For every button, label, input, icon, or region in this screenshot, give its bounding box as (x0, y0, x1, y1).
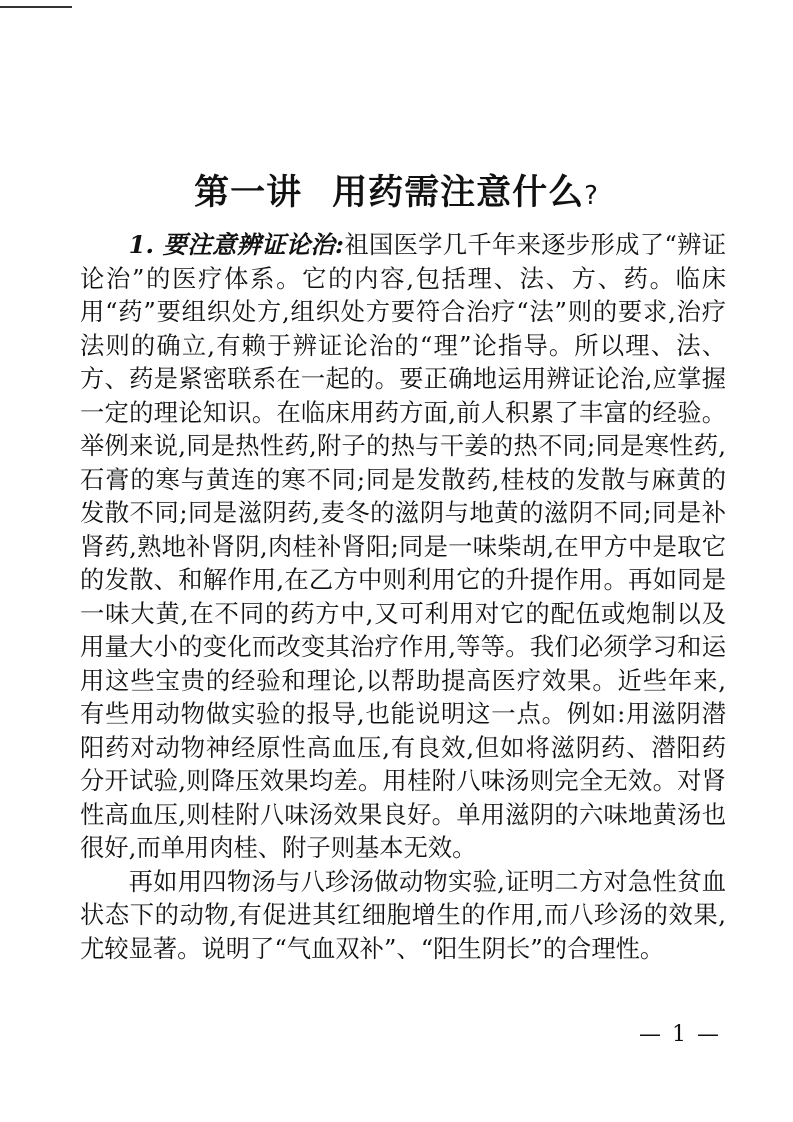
page-number: — 1 — (639, 1022, 721, 1047)
section-1-paragraph (80, 228, 726, 865)
section-1-text: 祖国医学几千年来逐步形成了“辨证论治”的医疗体系。它的内容,包括理、法、方、药。临床用“药”要组织处方,组织处方要符合治疗“法”则的要求,治疗法则的确立,有赖于辨证论治的“理”论指导。所以理、法、方、药是紧密联系在一起的。要正确地运用辨证论治,应掌握一定的理论知识。在临床用药方面,前人积累了丰富的经验。举例来说,同是热性药,附子的热与干姜的热不同;同是寒性药,石膏的寒与黄连的寒不同;同是发散药,桂枝的发散与麻黄的发散不同;同是滋阴药,麦冬的滋阴与地黄的滋阴不同;同是补肾药,熟地补肾阴,肉桂补肾阳;同是一味柴胡,在甲方中是取它的发散、和解作用,在乙方中则利用它的升提作用。再如同是一味大黄,在不同的药方中,又可利用对它的配伍或炮制以及用量大小的变化而改变其治疗作用,等等。我们必须学习和运用这些宝贵的经验和理论,以帮助提高医疗效果。近些年来,有些用动物做实验的报导,也能说明这一点。例如:用滋阴潜阳药对动物神经原性高血压,有良效,但如将滋阴药、潜阳药分开试验,则降压效果均差。用桂附八味汤则完全无效。对肾性高血压,则桂附八味汤效果良好。单用滋阴的六味地黄汤也很好,而单用肉桂、附子则基本无效。 (80, 230, 726, 862)
section-1-heading: 1. 要注意辨证论治: (128, 230, 345, 259)
body-text (80, 228, 726, 965)
page-title (0, 165, 793, 215)
paragraph-2: 再如用四物汤与八珍汤做动物实验,证明二方对急性贫血状态下的动物,有促进其红细胞增生的作用,而八珍汤的效果,尤较显著。说明了“气血双补”、“阳生阴长”的合理性。 (80, 866, 726, 963)
title-question-mark: ? (584, 181, 599, 211)
lecture-number: 第一讲 (194, 173, 303, 213)
lecture-topic: 用药需注意什么 (332, 173, 585, 213)
top-edge-rule (0, 6, 72, 8)
